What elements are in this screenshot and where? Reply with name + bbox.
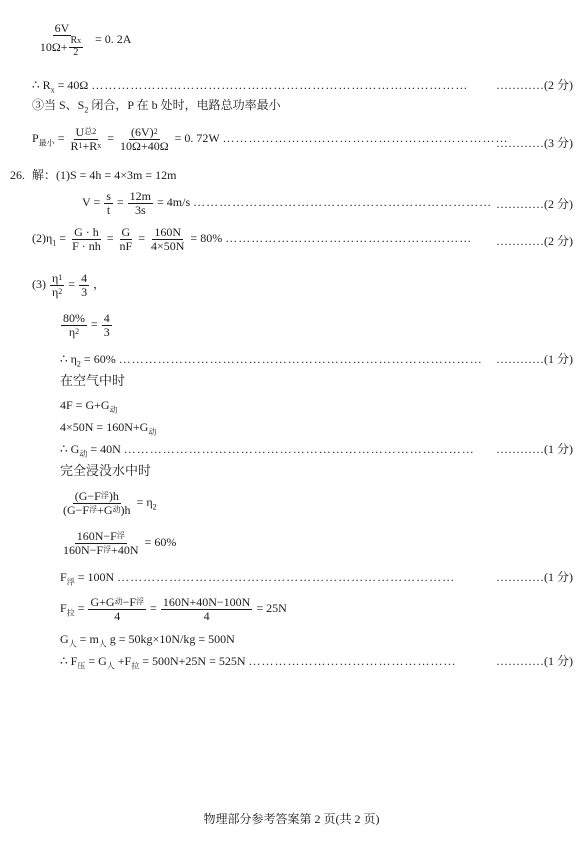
- score-label: …………(2 分): [496, 234, 573, 248]
- score-label: …………(1 分): [496, 570, 573, 584]
- score-label: …………(3 分): [496, 136, 573, 150]
- water-equation-2: 160N−F 浮 160N−F 浮 +40N = 60%: [63, 529, 177, 557]
- pmin-equation: $P_{最小}$ = U 总 2 R 1 +R x = (6V) 2 10Ω+40Ω = 0. 72W …………………………………………………………: [32, 125, 509, 153]
- ratio-equation: (3) η 1 η 2 = $\frac{4}{3}$ ，: [32, 271, 106, 299]
- frac-numerator: 6V: [54, 21, 70, 35]
- pull-force-equation: $F_拉$ = G+G 动 −F 浮 4 = $\frac{160N+40N-100N}{4}$ = 25N: [60, 595, 287, 623]
- ratio-substituted: 80% η 2 = $\frac{4}{3}$: [63, 311, 110, 339]
- eta2-result: ∴ $\eta_2 = 60\%$ …………………………………………………………………………: [60, 352, 483, 369]
- page-footer: 物理部分参考答案第 2 页(共 2 页): [203, 812, 380, 826]
- efficiency-equation: $(2)\eta_1$ = $\frac{G \cdot h}{F \cdot nh}$ = $\frac{G}{nF}$ = $\frac{160N}{4\times 50N}$ = 80% …………………………………………………: [32, 225, 473, 253]
- section-heading-water: 完全浸没水中时: [60, 463, 152, 478]
- water-equation-1: (G−F 浮 )h (G−F 浮 +G 动 )h = $\eta_2$: [63, 489, 157, 517]
- velocity-equation: V = $\frac{s}{t}$ = $\frac{12m}{3s}$ = 4m/s ……………………………………………………………: [82, 189, 493, 217]
- distance-line: 解：(1)S = 4h = 4×3m = 12m: [32, 168, 177, 182]
- score-label: …………(2 分): [496, 197, 573, 211]
- air-equation-2: $4\times 50N = 160N+G_动$: [60, 420, 157, 437]
- section-heading-air: 在空气中时: [60, 373, 126, 388]
- condition-line: ③当 S、$S_2$ 闭合，P 在 b 处时，电路总功率最小: [32, 98, 281, 115]
- question-number: 26.: [10, 168, 25, 182]
- eq-result: = 0. 2A: [95, 32, 132, 47]
- rx-result-line: ∴ $R_x = 40\Omega$ ……………………………………………………………………………: [32, 78, 469, 95]
- person-weight-line: $G_人 = m_人$ g = 50kg×10N/kg = 500N: [60, 632, 235, 649]
- score-label: …………(1 分): [496, 442, 573, 456]
- eq-current-fraction: 6V 10Ω+ R x 2 = 0. 2A: [39, 21, 132, 58]
- score-label: …………(2 分): [496, 78, 573, 92]
- air-equation-1: $4F = G+G_动$: [60, 398, 118, 415]
- pressure-force-line: ∴ $F_压 = G_人 +F_拉 = 500N+25N = 525N$ …………………………………………: [60, 654, 457, 671]
- buoyancy-result: $F_浮 = 100N$ ……………………………………………………………………: [60, 570, 456, 587]
- score-label: …………(1 分): [496, 352, 573, 366]
- score-label: …………(1 分): [496, 654, 573, 668]
- gd-result: ∴ $G_动 = 40N$ ………………………………………………………………………: [60, 442, 475, 459]
